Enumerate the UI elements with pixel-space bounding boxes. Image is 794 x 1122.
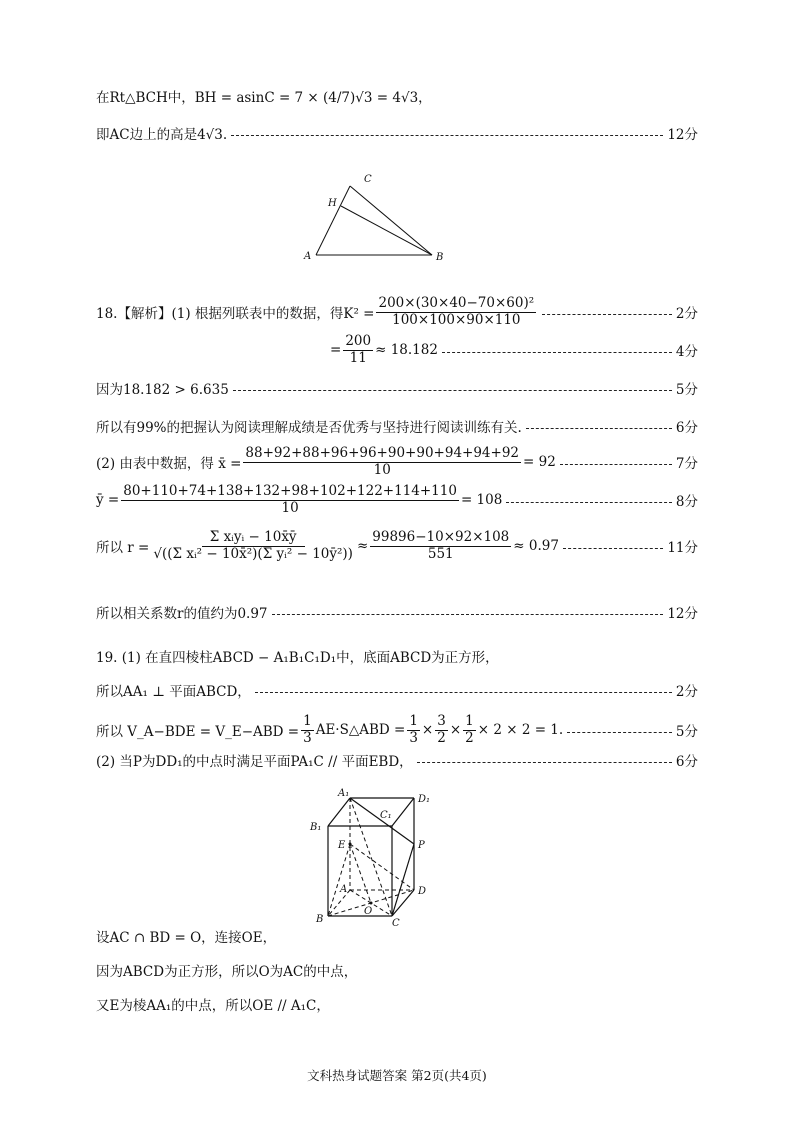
text: × 2 × 2 = 1. xyxy=(477,722,564,739)
numerator: Σ xᵢyᵢ − 10x̄ȳ xyxy=(202,530,305,547)
numerator: 88+92+88+96+96+90+90+94+94+92 xyxy=(245,445,520,461)
text: 所以 r = xyxy=(96,540,150,557)
q18-ybar xyxy=(96,484,698,516)
score: 2分 xyxy=(675,306,698,323)
fraction xyxy=(407,714,420,746)
fraction xyxy=(301,714,314,746)
text: ≈ 0.97 xyxy=(513,538,559,555)
fraction xyxy=(463,714,476,746)
point-o xyxy=(370,902,373,905)
numerator: 200×(30×40−70×60)² xyxy=(378,295,535,311)
text: = xyxy=(330,342,342,359)
label-d1: D₁ xyxy=(418,794,431,805)
seg-eb xyxy=(328,844,350,916)
label-e: E xyxy=(338,840,346,851)
label-d: D xyxy=(418,886,427,897)
fraction xyxy=(343,334,373,366)
q19-set-o xyxy=(96,926,698,946)
label-h: H xyxy=(328,198,337,209)
text: × xyxy=(449,722,462,739)
text: 在Rt△BCH中，BH = asinC = 7 × (4/7)√3 = 4√3， xyxy=(96,90,432,106)
leader-dots xyxy=(442,352,672,353)
score: 2分 xyxy=(675,684,698,700)
edge-cb xyxy=(350,186,432,255)
text: = 108 xyxy=(460,492,503,509)
edge-cd xyxy=(392,890,414,916)
denominator: √((Σ xᵢ² − 10x̄²)(Σ yᵢ² − 10ȳ²)) xyxy=(153,545,353,562)
seg-ed xyxy=(350,844,414,890)
label-a: A xyxy=(340,884,348,895)
label-p: P xyxy=(418,840,425,851)
label-c: C xyxy=(364,174,372,185)
score: 12分 xyxy=(667,606,698,622)
fraction xyxy=(151,530,355,562)
seg-a1p xyxy=(350,798,414,844)
score: 8分 xyxy=(675,494,698,511)
leader-dots xyxy=(233,390,672,391)
text: 所以有99%的把握认为阅读理解成绩是否优秀与坚持进行阅读训练有关. xyxy=(96,420,522,436)
score: 12分 xyxy=(667,127,698,143)
fraction xyxy=(370,530,511,562)
denominator: 2 xyxy=(437,729,446,746)
denominator: 10 xyxy=(281,499,299,516)
q18-conclusion xyxy=(96,416,698,436)
text: ≈ 18.182 xyxy=(375,342,438,359)
label-c: C xyxy=(392,918,400,928)
denominator: 551 xyxy=(427,545,454,562)
numerator: 3 xyxy=(437,713,446,729)
label-b: B xyxy=(436,252,444,263)
leader-dots xyxy=(272,614,664,615)
text: 19. (1) 在直四棱柱ABCD − A₁B₁C₁D₁中，底面ABCD为正方形， xyxy=(96,650,499,666)
text: 所以AA₁ ⊥ 平面ABCD， xyxy=(96,684,251,700)
edge-ac xyxy=(316,186,350,255)
text: 即AC边上的高是4√3. xyxy=(96,127,228,143)
q19-perpendicular xyxy=(96,680,698,700)
leader-dots xyxy=(526,428,672,429)
q18-final xyxy=(96,602,698,622)
text: 18.【解析】(1) 根据列联表中的数据，得K² = xyxy=(96,306,375,323)
fraction xyxy=(243,446,521,478)
score: 5分 xyxy=(675,724,698,741)
fraction xyxy=(121,484,459,516)
leader-dots xyxy=(563,548,663,549)
numerator: 80+110+74+138+132+98+102+122+114+110 xyxy=(123,483,457,499)
score: 5分 xyxy=(675,382,698,398)
seg-eo xyxy=(350,844,371,903)
label-b1: B₁ xyxy=(310,822,322,833)
text: ȳ = xyxy=(96,492,120,509)
altitude-bh xyxy=(341,206,432,255)
leader-dots xyxy=(231,135,663,136)
q19-volume xyxy=(96,714,698,746)
triangle-figure xyxy=(296,170,456,265)
line-bh-result xyxy=(96,86,698,106)
page-footer: 文科热身试题答案 第2页(共4页) xyxy=(307,1068,487,1083)
score: 7分 xyxy=(675,456,698,473)
q19-midpoint-o xyxy=(96,960,698,980)
fraction xyxy=(435,714,448,746)
numerator: 99896−10×92×108 xyxy=(372,529,510,545)
leader-dots xyxy=(506,502,672,503)
text: AE·S△ABD = xyxy=(315,722,406,739)
numerator: 1 xyxy=(465,713,474,729)
text: 因为18.182 > 6.635 xyxy=(96,382,229,398)
score: 6分 xyxy=(675,754,698,770)
text: (2) 由表中数据，得 x̄ = xyxy=(96,456,242,473)
seg-pc xyxy=(392,844,414,916)
text: 又E为棱AA₁的中点，所以OE // A₁C， xyxy=(96,998,330,1014)
denominator: 3 xyxy=(303,729,312,746)
text: 因为ABCD为正方形，所以O为AC的中点， xyxy=(96,964,358,980)
score: 11分 xyxy=(667,540,698,557)
denominator: 100×100×90×110 xyxy=(392,311,521,328)
denominator: 2 xyxy=(465,729,474,746)
q19-part2 xyxy=(96,750,698,770)
label-c1: C₁ xyxy=(380,810,392,821)
q19-intro xyxy=(96,646,698,666)
edge-a1b1 xyxy=(328,798,350,826)
score: 6分 xyxy=(675,420,698,436)
label-a1: A₁ xyxy=(338,788,350,799)
fraction xyxy=(376,296,536,328)
text: 设AC ∩ BD = O，连接OE， xyxy=(96,930,277,946)
leader-dots xyxy=(255,692,672,693)
text: × xyxy=(421,722,434,739)
leader-dots xyxy=(417,762,672,763)
text: 所以相关系数r的值约为0.97 xyxy=(96,606,268,622)
point-e xyxy=(349,843,352,846)
text: (2) 当P为DD₁的中点时满足平面PA₁C // 平面EBD， xyxy=(96,754,413,770)
line-height-conclusion xyxy=(96,123,698,143)
score: 4分 xyxy=(675,344,698,361)
label-a: A xyxy=(304,251,312,262)
numerator: 1 xyxy=(303,713,312,729)
q18-k2-value xyxy=(330,334,698,366)
denominator: 3 xyxy=(409,729,418,746)
label-b: B xyxy=(316,914,324,925)
prism-figure xyxy=(306,786,446,928)
leader-dots xyxy=(560,464,672,465)
q19-oe-parallel xyxy=(96,994,698,1014)
leader-dots xyxy=(542,314,672,315)
q18-k2-formula xyxy=(96,296,698,328)
q18-correlation xyxy=(96,530,698,562)
numerator: 200 xyxy=(345,333,372,349)
denominator: 11 xyxy=(349,349,367,366)
text: = 92 xyxy=(523,454,556,471)
label-o: O xyxy=(364,906,373,917)
denominator: 10 xyxy=(373,461,391,478)
q18-xbar xyxy=(96,446,698,478)
text: 所以 V_A−BDE = V_E−ABD = xyxy=(96,724,300,741)
q18-compare xyxy=(96,378,698,398)
edge-c1d1 xyxy=(392,798,414,826)
numerator: 1 xyxy=(409,713,418,729)
text: ≈ xyxy=(356,538,369,555)
leader-dots xyxy=(567,732,672,733)
